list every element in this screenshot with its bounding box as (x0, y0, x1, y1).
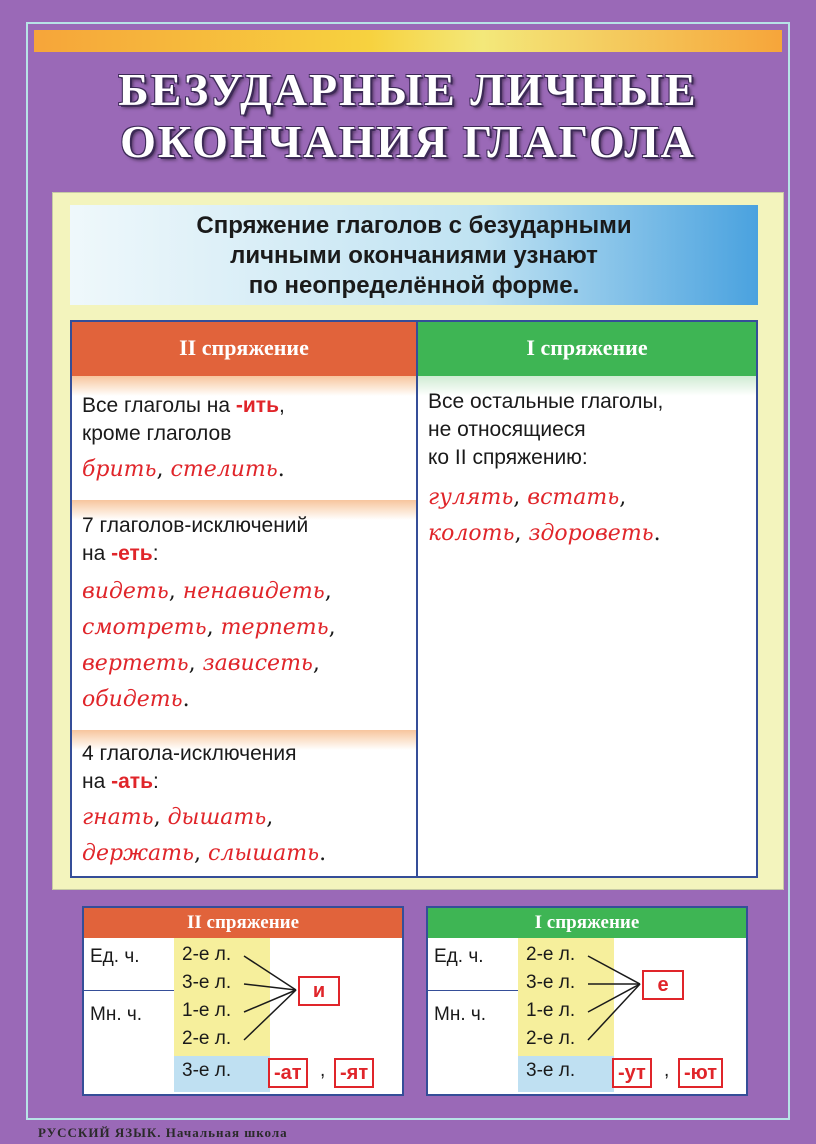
rule-et-text (82, 512, 308, 568)
ending-yat-box: -ят (334, 1058, 374, 1088)
word-zaviset: зависеть (202, 651, 313, 676)
plural-label: Мн. ч. (90, 1004, 143, 1025)
ending-i-box: и (298, 976, 340, 1006)
rule-at-colon: : (153, 770, 159, 793)
word-derzhat: держать (82, 841, 195, 866)
person-1-pl: 1-е л. (182, 1000, 232, 1021)
first-conjugation-words: гулять, встать, колоть, здороветь. (428, 485, 661, 546)
endings-table-first (426, 906, 748, 1096)
intro-line-1: Спряжение глаголов с безударными (196, 212, 632, 239)
intro-banner (70, 205, 758, 305)
person-2-sg: 2-е л. (182, 944, 232, 965)
word-brit: брить (82, 457, 157, 482)
ending-it: -ить (235, 394, 279, 417)
rule-first-line-1: Все остальные глаголы, (428, 390, 664, 413)
rule-first-line-2: не относящиеся (428, 418, 586, 441)
person-2-pl: 2-е л. (526, 1028, 576, 1049)
singular-label: Ед. ч. (434, 946, 484, 967)
poster-title (34, 64, 782, 168)
conjugation-table (70, 320, 758, 878)
footer-series: РУССКИЙ ЯЗЫК. Начальная школа (38, 1125, 288, 1140)
rule-first-line-3: ко II спряжению: (428, 446, 588, 469)
person-2-pl: 2-е л. (182, 1028, 232, 1049)
exceptions-it-words: брить, стелить. (82, 457, 285, 482)
ending-e-box: е (642, 970, 684, 1000)
ending-at: -ать (111, 770, 153, 793)
endings-comma: , (320, 1060, 326, 1081)
person-1-pl: 1-е л. (526, 1000, 576, 1021)
rule-at-count: 4 глагола-исключения (82, 742, 297, 765)
rule-at-prefix: на (82, 770, 112, 793)
word-smotret: смотреть (82, 615, 207, 640)
endings-comma: , (664, 1060, 670, 1081)
person-3-sg: 3-е л. (526, 972, 576, 993)
singular-label: Ед. ч. (90, 946, 140, 967)
top-gradient-bar (34, 30, 782, 52)
ending-yut-box: -ют (678, 1058, 723, 1088)
word-obidet: обидеть (82, 687, 183, 712)
intro-line-2: личными окончаниями узнают (230, 242, 598, 269)
rule-et-colon: : (152, 542, 159, 565)
word-videt: видеть (82, 579, 169, 604)
ending-ut-box: -ут (612, 1058, 652, 1088)
ending-et: -еть (111, 542, 153, 565)
endings-header-second: II спряжение (84, 908, 402, 938)
word-slyshat: слышать (208, 841, 320, 866)
header-second-conjugation: II спряжение (72, 322, 416, 376)
endings-table-second (82, 906, 404, 1096)
rule-it-comma: , (278, 394, 285, 417)
rule-et-prefix: на (82, 542, 112, 565)
endings-header-first: I спряжение (428, 908, 746, 938)
title-line-2: ОКОНЧАНИЯ ГЛАГОЛА (120, 116, 696, 167)
intro-line-3: по неопределённой форме. (248, 272, 580, 299)
ending-at-box: -ат (268, 1058, 308, 1088)
rule-it-except: кроме глаголов (82, 422, 232, 445)
exceptions-at-words: гнать, дышать, держать, слышать. (82, 805, 327, 866)
word-zdorovet: здороветь (528, 521, 654, 546)
word-gulyat: гулять (428, 485, 514, 510)
word-terpet: терпеть (220, 615, 329, 640)
word-dyshat: дышать (167, 805, 267, 830)
word-stelit: стелить (170, 457, 278, 482)
rule-at-text (82, 740, 297, 796)
exceptions-et-words: видеть, ненавидеть, смотреть, терпеть, вертеть, зависеть, обидеть. (82, 579, 336, 712)
person-3-pl: 3-е л. (526, 1060, 576, 1081)
rule-et-count: 7 глаголов-исключений (82, 514, 309, 537)
person-3-sg: 3-е л. (182, 972, 232, 993)
word-vstat: встать (527, 485, 620, 510)
rule-it-prefix: Все глаголы на (82, 394, 236, 417)
rule-first-text (428, 388, 663, 472)
person-3-pl: 3-е л. (182, 1060, 232, 1081)
rule-it-text (82, 392, 285, 448)
column-divider (416, 322, 418, 876)
header-first-conjugation: I спряжение (418, 322, 756, 376)
title-line-1: БЕЗУДАРНЫЕ ЛИЧНЫЕ (118, 64, 698, 115)
word-vertet: вертеть (82, 651, 189, 676)
word-kolot: колоть (428, 521, 515, 546)
plural-label: Мн. ч. (434, 1004, 487, 1025)
word-nenavidet: ненавидеть (182, 579, 325, 604)
word-gnat: гнать (82, 805, 154, 830)
person-2-sg: 2-е л. (526, 944, 576, 965)
